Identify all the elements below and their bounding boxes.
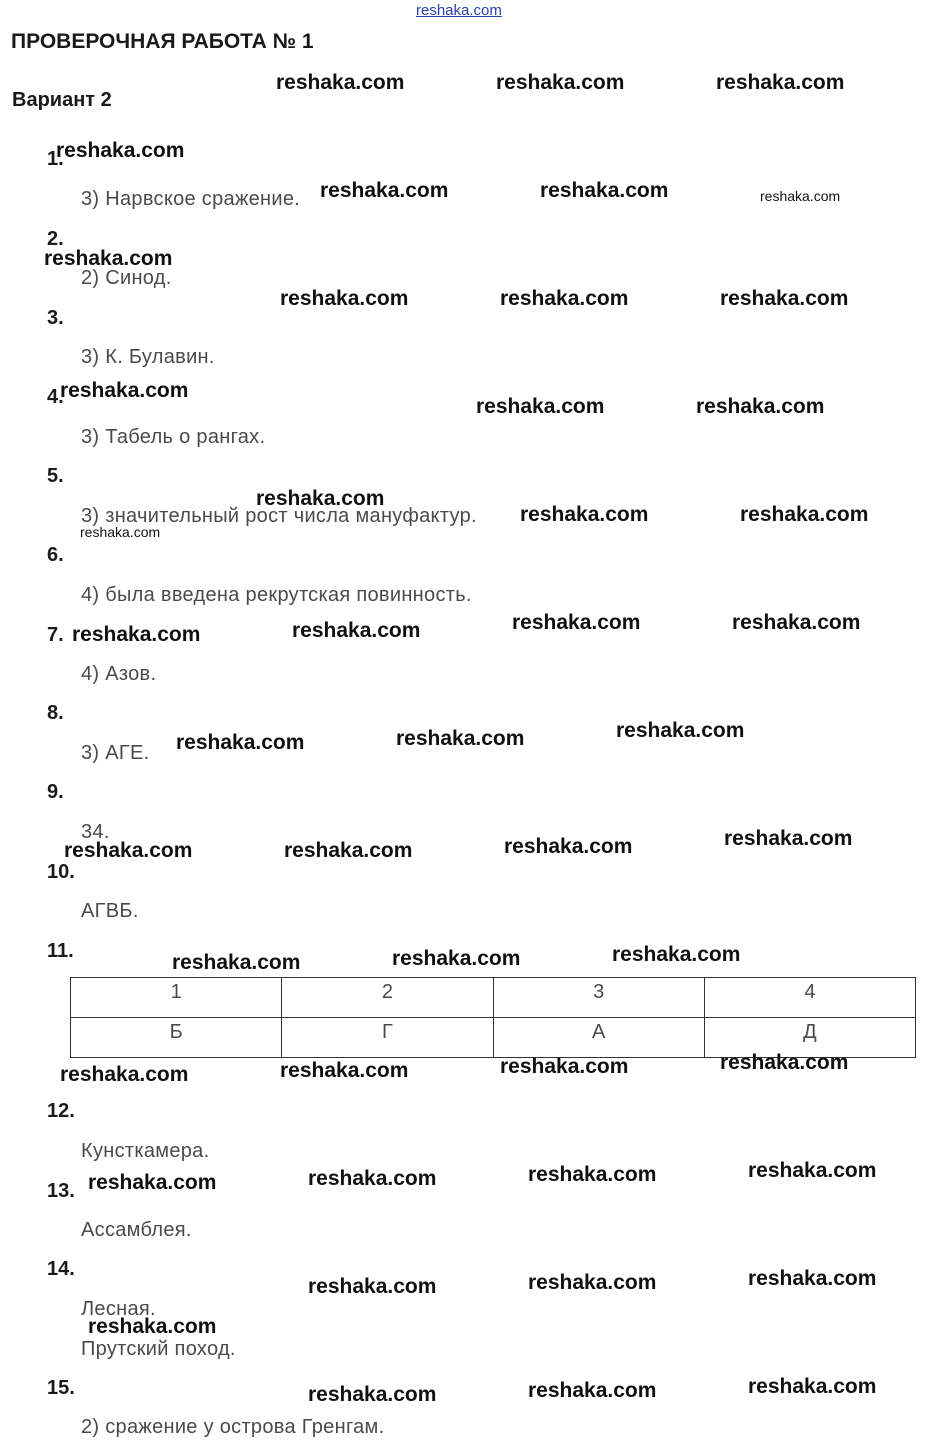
watermark: reshaka.com bbox=[748, 1267, 877, 1290]
watermark: reshaka.com bbox=[56, 139, 185, 162]
watermark: reshaka.com bbox=[720, 287, 849, 310]
table-header-cell: 4 bbox=[704, 978, 915, 1018]
answer-text: 4) Азов. bbox=[81, 663, 157, 685]
answer-text: Лесная. bbox=[81, 1298, 156, 1320]
answer-text: 34. bbox=[81, 821, 110, 843]
table-header-cell: 1 bbox=[71, 978, 282, 1018]
answer-text: 3) Табель о рангах. bbox=[81, 426, 266, 448]
watermark: reshaka.com bbox=[88, 1315, 217, 1338]
watermark: reshaka.com bbox=[60, 379, 189, 402]
table-cell: Б bbox=[71, 1018, 282, 1058]
table-header-cell: 2 bbox=[282, 978, 493, 1018]
table-cell: Д bbox=[704, 1018, 915, 1058]
question-number: 7. bbox=[47, 624, 64, 646]
watermark: reshaka.com bbox=[500, 287, 629, 310]
question-number: 6. bbox=[47, 544, 64, 566]
watermark: reshaka.com bbox=[44, 247, 173, 270]
table-cell: Г bbox=[282, 1018, 493, 1058]
watermark: reshaka.com bbox=[732, 611, 861, 634]
question-number: 2. bbox=[47, 228, 64, 250]
table-header-cell: 3 bbox=[493, 978, 704, 1018]
page-title: ПРОВЕРОЧНАЯ РАБОТА № 1 bbox=[11, 30, 314, 53]
watermark: reshaka.com bbox=[696, 395, 825, 418]
site-link[interactable]: reshaka.com bbox=[416, 2, 502, 19]
question-number: 13. bbox=[47, 1180, 75, 1202]
watermark: reshaka.com bbox=[760, 188, 841, 204]
question-number: 11. bbox=[47, 940, 74, 962]
watermark: reshaka.com bbox=[172, 951, 301, 974]
answer-text: 3) К. Булавин. bbox=[81, 346, 215, 368]
answer-text: 4) была введена рекрутская повинность. bbox=[81, 584, 472, 606]
question-number: 14. bbox=[47, 1258, 75, 1280]
watermark: reshaka.com bbox=[176, 731, 305, 754]
answer-text: Прутский поход. bbox=[81, 1338, 236, 1360]
watermark: reshaka.com bbox=[284, 839, 413, 862]
watermark: reshaka.com bbox=[616, 719, 745, 742]
answer-text: 2) сражение у острова Гренгам. bbox=[81, 1416, 385, 1438]
watermark: reshaka.com bbox=[724, 827, 853, 850]
watermark: reshaka.com bbox=[64, 839, 193, 862]
question-number: 3. bbox=[47, 307, 64, 329]
watermark: reshaka.com bbox=[256, 487, 385, 510]
watermark: reshaka.com bbox=[740, 503, 869, 526]
answer-text: 3) Нарвское сражение. bbox=[81, 188, 301, 210]
watermark: reshaka.com bbox=[528, 1379, 657, 1402]
watermark: reshaka.com bbox=[720, 1051, 849, 1074]
question-number: 4. bbox=[47, 386, 64, 408]
watermark: reshaka.com bbox=[292, 619, 421, 642]
watermark: reshaka.com bbox=[748, 1375, 877, 1398]
question-number: 9. bbox=[47, 781, 64, 803]
watermark: reshaka.com bbox=[500, 1055, 629, 1078]
answer-text: Кунсткамера. bbox=[81, 1140, 210, 1162]
watermark: reshaka.com bbox=[392, 947, 521, 970]
question-number: 1. bbox=[47, 148, 64, 170]
watermark: reshaka.com bbox=[528, 1163, 657, 1186]
watermark: reshaka.com bbox=[748, 1159, 877, 1182]
watermark: reshaka.com bbox=[540, 179, 669, 202]
table-cell: А bbox=[493, 1018, 704, 1058]
watermark: reshaka.com bbox=[612, 943, 741, 966]
watermark: reshaka.com bbox=[72, 623, 201, 646]
answer-text: АГВБ. bbox=[81, 900, 139, 922]
watermark: reshaka.com bbox=[320, 179, 449, 202]
watermark: reshaka.com bbox=[496, 71, 625, 94]
watermark: reshaka.com bbox=[308, 1383, 437, 1406]
watermark: reshaka.com bbox=[716, 71, 845, 94]
watermark: reshaka.com bbox=[60, 1063, 189, 1086]
watermark: reshaka.com bbox=[280, 1059, 409, 1082]
answer-text: 3) значительный рост числа мануфактур. bbox=[81, 505, 477, 527]
answer-text: 2) Синод. bbox=[81, 267, 172, 289]
table-row bbox=[71, 978, 916, 1018]
question-number: 5. bbox=[47, 465, 64, 487]
answer-text: Ассамблея. bbox=[81, 1219, 192, 1241]
question-number: 12. bbox=[47, 1100, 75, 1122]
watermark: reshaka.com bbox=[308, 1275, 437, 1298]
watermark: reshaka.com bbox=[308, 1167, 437, 1190]
watermark: reshaka.com bbox=[476, 395, 605, 418]
question-number: 10. bbox=[47, 861, 75, 883]
watermark: reshaka.com bbox=[528, 1271, 657, 1294]
watermark: reshaka.com bbox=[80, 524, 161, 540]
question-number: 15. bbox=[47, 1377, 75, 1399]
watermark: reshaka.com bbox=[396, 727, 525, 750]
watermark: reshaka.com bbox=[520, 503, 649, 526]
variant-heading: Вариант 2 bbox=[12, 89, 112, 111]
watermark: reshaka.com bbox=[276, 71, 405, 94]
watermark: reshaka.com bbox=[512, 611, 641, 634]
question-number: 8. bbox=[47, 702, 64, 724]
watermark: reshaka.com bbox=[88, 1171, 217, 1194]
watermark: reshaka.com bbox=[504, 835, 633, 858]
watermark: reshaka.com bbox=[280, 287, 409, 310]
answer-text: 3) АГЕ. bbox=[81, 742, 150, 764]
matching-table bbox=[70, 977, 916, 1058]
